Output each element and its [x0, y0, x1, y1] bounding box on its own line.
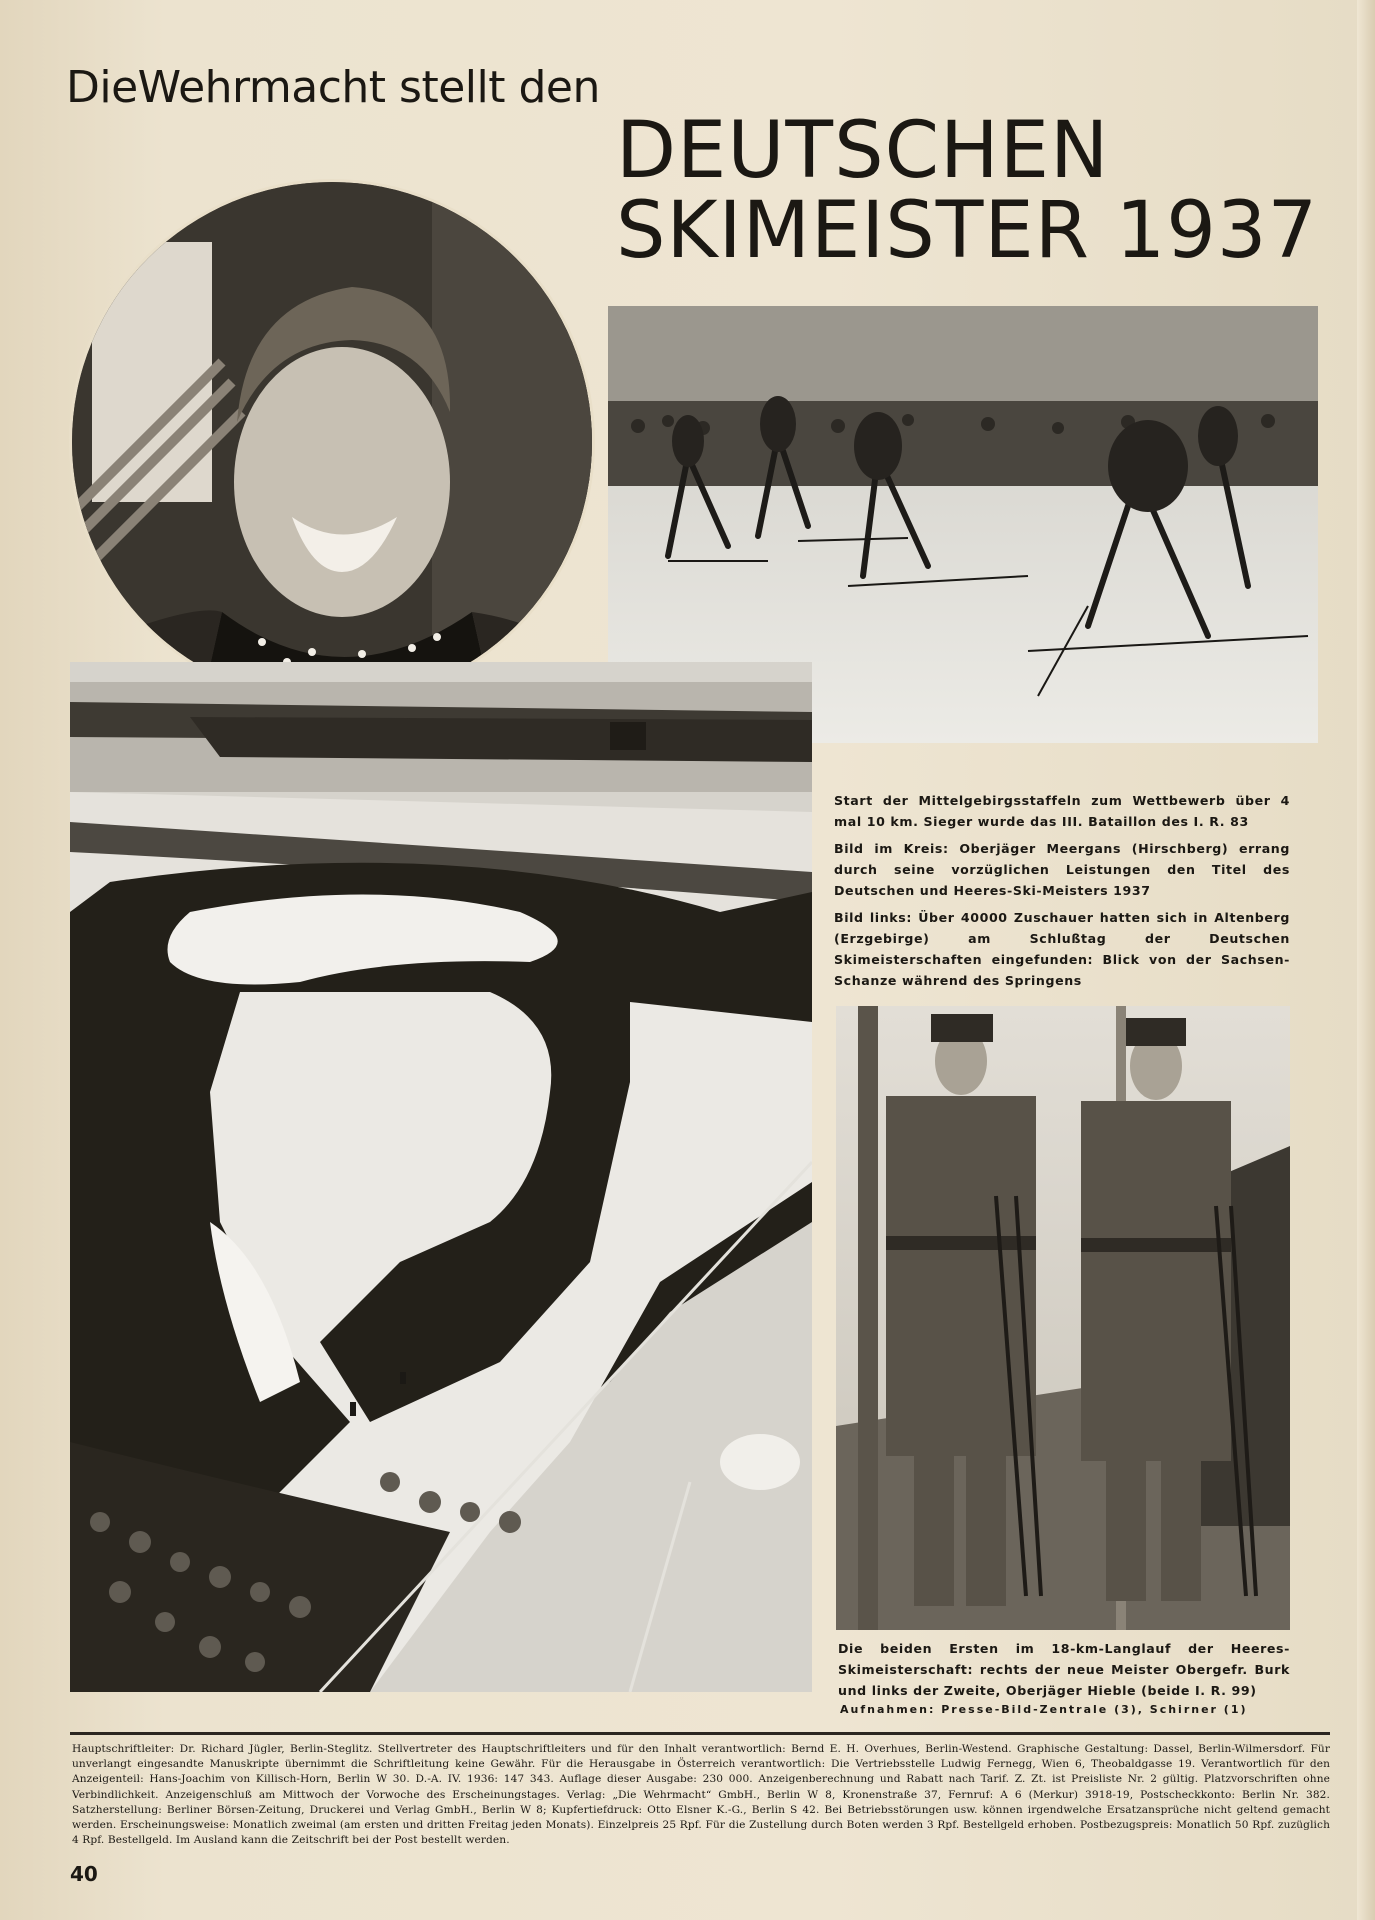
imprint-divider [70, 1732, 1330, 1735]
headline-kicker: DieWehrmacht stellt den [66, 62, 600, 113]
two-soldiers-illustration [836, 1006, 1290, 1630]
page-spine-edge [1357, 0, 1375, 1920]
headline-line-1: DEUTSCHEN [616, 106, 1110, 196]
photo-credit: Aufnahmen: Presse-Bild-Zentrale (3), Schirner (1) [840, 1703, 1248, 1716]
headline-main [616, 106, 1336, 276]
caption-left-image: Bild links: Über 40000 Zuschauer hatten sich in Altenberg (Erzgebirge) am Schlußtag der Deutschen Skimeisterschaften eingefunden: Blick von der Sachsen-Schanze während des Springens [834, 910, 1290, 988]
two-soldiers-photo [836, 1006, 1290, 1630]
caption-soldiers: Die beiden Ersten im 18-km-Langlauf der Heeres-Skimeisterschaft: rechts der neue Meister Obergefr. Burk und links der Zweite, Oberjäger Hieble (beide I. R. 99) [838, 1641, 1290, 1698]
caption-column [834, 790, 1290, 997]
publisher-imprint: Hauptschriftleiter: Dr. Richard Jügler, Berlin-Steglitz. Stellvertreter des Hauptschriftleiters und für den Inhalt verantwortlich: Bernd E. H. Overhues, Berlin-Westend. Graphische Gestaltung: Dassel, Berlin-Wilmersdorf. Für unverlangt eingesandte Manuskripte übernimmt die Schriftleitung keine Gewähr. Für die Herausgabe in Österreich verantwortlich: Die Vertriebsstelle Ludwig Fernegg, Wien 6, Theobaldgasse 19. Verantwortlich für den Anzeigenteil: Hans-Joachim von Killisch-Horn, Berlin W 30. D.-A. IV. 1936: 147 343. Auflage dieser Ausgabe: 230 000. Anzeigenberechnung und Rabatt nach Tarif. Z. Zt. ist Preisliste Nr. 2 gültig. Platzvorschriften ohne Verbindlichkeit. Anzeigenschluß am Mittwoch der Vorwoche des Erscheinungstages. Verlag: „Die Wehrmacht“ GmbH., Berlin W 8, Kronenstraße 37, Fernruf: A 6 (Merkur) 3918-19, Postscheckkonto: Berlin Nr. 382. Satzherstellung: Berliner Börsen-Zeitung, Druckerei und Verlag GmbH., Berlin W 8; Kupfertiefdruck: Otto Elsner K.-G., Berlin S 42. Bei Betriebsstörungen usw. können irgendwelche Ersatzansprüche nicht geltend gemacht werden. Erscheinungsweise: Monatlich zweimal (am ersten und dritten Freitag jeden Monats). Einzelpreis 25 Rpf. Für die Zustellung durch Boten werden 3 Rpf. Bestellgeld erhoben. Postbezugspreis: Monatlich 50 Rpf. zuzüglich 4 Rpf. Bestellgeld. Im Ausland kann die Zeitschrift bei der Post bestellt werden. [72, 1743, 1330, 1847]
portrait-illustration [72, 182, 592, 702]
caption-circle-image: Bild im Kreis: Oberjäger Meergans (Hirschberg) errang durch seine vorzüglichen Leistungen den Titel des Deutschen und Heeres-Ski-Meisters 1937 [834, 841, 1290, 898]
page-number: 40 [70, 1862, 98, 1886]
ski-jump-illustration [70, 662, 812, 1692]
portrait-photo [72, 182, 592, 702]
caption-relay: Start der Mittelgebirgsstaffeln zum Wettbewerb über 4 mal 10 km. Sieger wurde das III. Bataillon des I. R. 83 [834, 793, 1290, 829]
headline-line-2: SKIMEISTER 1937 [616, 185, 1319, 276]
ski-jump-crowd-photo [70, 662, 812, 1692]
